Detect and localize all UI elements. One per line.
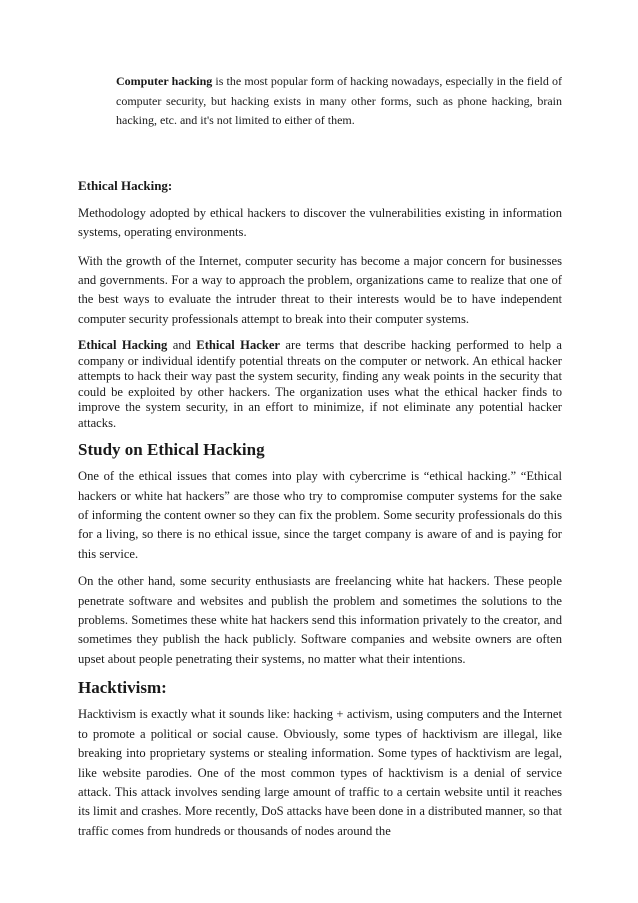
study-paragraph-2: On the other hand, some security enthusiasts are freelancing white hat hackers. These people penetrate software and websites and publish the problem and sometimes the solutions to the problems. Sometimes these white hat hackers send this information privately to the creator, and sometimes they publish the hack publicly. Software companies and website owners are often upset about people penetrating their systems, no matter what their intentions. bbox=[78, 574, 562, 666]
heading-study-on-ethical-hacking: Study on Ethical Hacking bbox=[78, 440, 265, 460]
intro-lead-term: Computer hacking bbox=[116, 74, 213, 88]
term-connector: and bbox=[167, 338, 197, 353]
heading-ethical-hacking: Ethical Hacking: bbox=[78, 177, 173, 193]
study-paragraph-1: One of the ethical issues that comes into play with cybercrime is “ethical hacking.” “Ethical hackers or white hat hackers” are those who try to compromise computer systems for the sake of informing the content owner so they can fix the problem. Some security professionals do this for a living, so there is no ethical issue, since the target company is aware of and is paying for this service. bbox=[78, 469, 562, 561]
hacktivism-paragraph: Hacktivism is exactly what it sounds like: hacking + activism, using computers and the Internet to promote a political or social cause. Obviously, some types of hacktivism are illegal, like breaking into proprietary systems or stealing information. Some types of hacktivism are legal, like website parodies. One of the most common types of hacktivism is a denial of service attack. This attack involves sending large amount of traffic to a certain website until it reaches its limit and crashes. More recently, DoS attacks have been done in a distributed manner, so that traffic comes from hundreds or thousands of nodes around the bbox=[78, 707, 562, 838]
document-page bbox=[78, 72, 562, 841]
intro-paragraph bbox=[116, 72, 562, 131]
ethical-hacking-terms-paragraph bbox=[78, 338, 562, 431]
ethical-hacking-definition: Methodology adopted by ethical hackers to discover the vulnerabilities existing in information systems, operating environments. bbox=[78, 205, 562, 240]
term-ethical-hacker: Ethical Hacker bbox=[196, 338, 281, 353]
intro-text: is the most popular form of hacking nowadays, especially in the field of computer security, but hacking exists in many other forms, such as phone hacking, brain hacking, etc. and it's not limited to either of them. bbox=[116, 74, 562, 128]
term-ethical-hacking: Ethical Hacking bbox=[78, 338, 168, 353]
ethical-hacking-growth-paragraph: With the growth of the Internet, computer security has become a major concern for businesses and governments. For a way to approach the problem, organizations came to realize that one of the best ways to evaluate the intruder threat to their interests would be to have independent computer security professionals attempt to break into their computer systems. bbox=[78, 253, 562, 326]
heading-hacktivism: Hacktivism: bbox=[78, 678, 167, 698]
terms-paragraph-text: are terms that describe hacking performed to help a company or individual identify potential threats on the computer or network. An ethical hacker attempts to hack their way past the system security, finding any weak points in the security that could be exploited by other hackers. The organization uses what the ethical hacker finds to improve the system security, in an effort to minimize, if not eliminate any potential hacker attacks. bbox=[78, 338, 562, 430]
